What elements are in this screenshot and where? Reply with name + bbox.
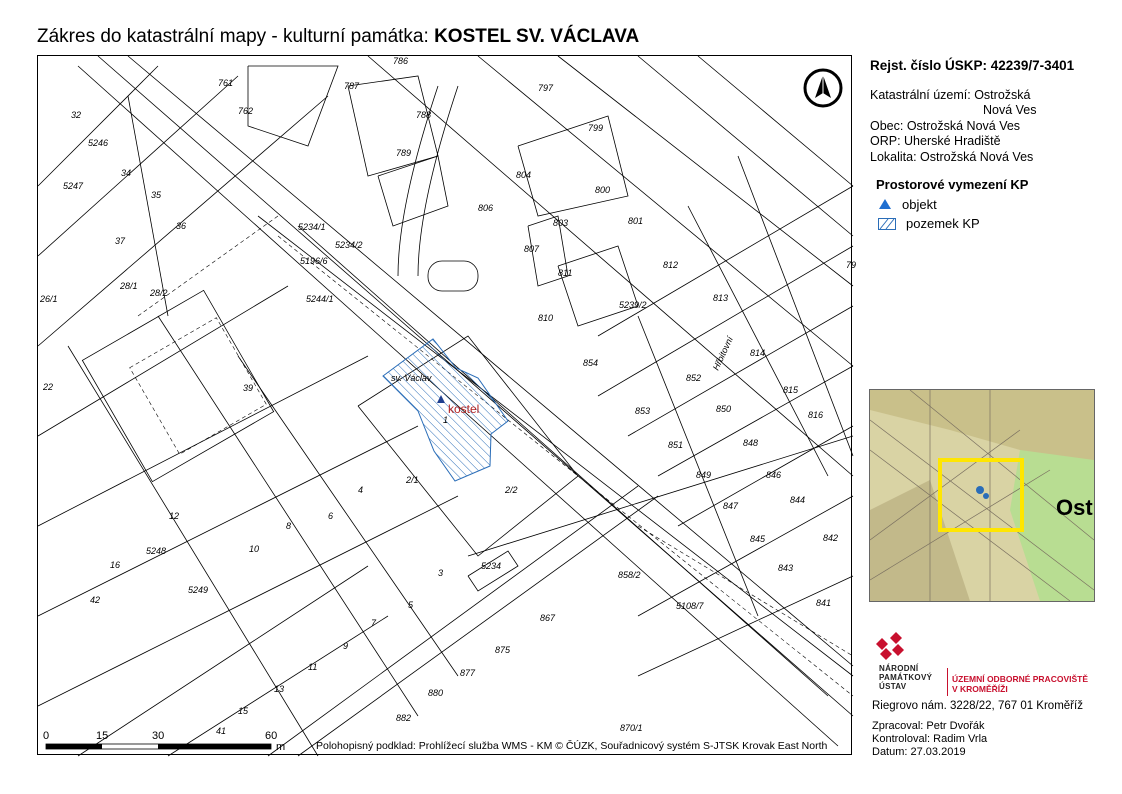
parcel-number-label: 3 bbox=[438, 568, 444, 578]
parcel-number-label: 797 bbox=[538, 83, 554, 93]
parcel-number-label: 806 bbox=[478, 203, 494, 213]
parcel-number-label: 5234 bbox=[481, 561, 502, 571]
parcel-number-label: 799 bbox=[588, 123, 604, 133]
parcel-number-label: 79 bbox=[846, 260, 857, 270]
parcel-number-label: 5 bbox=[408, 600, 414, 610]
parcel-number-label: 41 bbox=[216, 726, 227, 736]
parcel-number-label: 789 bbox=[396, 148, 412, 158]
parcel-number-label: 854 bbox=[583, 358, 599, 368]
overview-inset-map bbox=[869, 389, 1095, 602]
street-label: Hřbitovní bbox=[710, 334, 736, 372]
parcel-number-label: 5248 bbox=[146, 546, 167, 556]
parcel-number-label: 15 bbox=[238, 706, 249, 716]
parcel-number-label: 762 bbox=[238, 106, 254, 116]
parcel-number-label: 37 bbox=[115, 236, 126, 246]
parcel-number-label: 36 bbox=[176, 221, 187, 231]
scale-unit: m bbox=[276, 741, 286, 753]
data-source-credit: Polohopisný podklad: Prohlížecí služba WMS - KM © ČÚZK, Souřadnicový systém S-JTSK Krovak East North bbox=[316, 740, 828, 752]
parcel-number-label: 7 bbox=[371, 618, 377, 628]
info-panel bbox=[870, 56, 1110, 232]
parcel-number-label: 812 bbox=[663, 260, 679, 270]
parcel-number-label: 10 bbox=[249, 544, 260, 554]
parcel-number-label: 816 bbox=[808, 410, 824, 420]
parcel-number-label: 8 bbox=[286, 521, 292, 531]
parcel-number-label: 867 bbox=[540, 613, 556, 623]
parcel-number-label: 844 bbox=[790, 495, 806, 505]
legend-title: Prostorové vymezení KP bbox=[876, 177, 1029, 192]
parcel-number-label: 35 bbox=[151, 190, 162, 200]
legend-item-parcel: pozemek KP bbox=[878, 216, 1110, 232]
parcel-number-label: 5234/1 bbox=[298, 222, 326, 232]
parcel-number-label: 803 bbox=[553, 218, 569, 228]
parcel-number-label: 801 bbox=[628, 216, 644, 226]
hatched-box-icon bbox=[878, 218, 896, 230]
parcel-number-label: 858/2 bbox=[618, 570, 641, 580]
parcel-number-label: 32 bbox=[71, 110, 82, 120]
legend-item-object: objekt bbox=[878, 197, 1110, 213]
parcel-number-label: 877 bbox=[460, 668, 476, 678]
parcel-number-label: 848 bbox=[743, 438, 759, 448]
monument-name: KOSTEL SV. VÁCLAVA bbox=[434, 26, 640, 47]
parcel-number-label: 851 bbox=[668, 440, 684, 450]
cadastral-map[interactable] bbox=[37, 55, 857, 755]
parcel-number-label: 843 bbox=[778, 563, 794, 573]
parcel-number-label: 5247 bbox=[63, 181, 84, 191]
npu-logo-icon bbox=[872, 632, 912, 667]
parcel-number-label: 13 bbox=[274, 684, 285, 694]
blue-triangle-icon bbox=[878, 198, 892, 210]
author-footer: Zpracoval: Petr Dvořák Kontroloval: Radim Vrla Datum: 27.03.2019 bbox=[872, 720, 988, 758]
institution-name: NÁRODNÍ PAMÁTKOVÝ ÚSTAV bbox=[879, 664, 933, 691]
parcel-number-label: 841 bbox=[816, 598, 832, 608]
parcel-number-label: 810 bbox=[538, 313, 554, 323]
parcel-number-label: 2/1 bbox=[406, 475, 419, 485]
church-name-label: sv. Václav bbox=[391, 373, 432, 383]
parcel-number-label: 814 bbox=[750, 348, 766, 358]
institution-address: Riegrovo nám. 3228/22, 767 01 Kroměříž bbox=[872, 700, 1083, 712]
parcel-number-label: 39 bbox=[243, 383, 254, 393]
parcel-number-label: 815 bbox=[783, 385, 799, 395]
parcel-number-label: 26/1 bbox=[40, 294, 58, 304]
parcel-number-label: 787 bbox=[344, 81, 360, 91]
parcel-number-label: 5196/6 bbox=[300, 256, 328, 266]
parcel-number-label: 5234/2 bbox=[335, 240, 363, 250]
parcel-number-label: 807 bbox=[524, 244, 540, 254]
parcel-number-label: 12 bbox=[169, 511, 180, 521]
logo-divider bbox=[947, 668, 948, 696]
parcel-number-label: 804 bbox=[516, 170, 532, 180]
parcel-number-label: 761 bbox=[218, 78, 234, 88]
registration-number: Rejst. číslo ÚSKP: 42239/7-3401 bbox=[870, 58, 1075, 73]
parcel-number-label: 5249 bbox=[188, 585, 209, 595]
parcel-number-label: 875 bbox=[495, 645, 511, 655]
scale-tick-15: 15 bbox=[96, 730, 109, 742]
parcel-number-label: 42 bbox=[90, 595, 101, 605]
page-title: Zákres do katastrální mapy - kulturní památka: KOSTEL SV. VÁCLAVA bbox=[37, 26, 640, 47]
parcel-number-label: 6 bbox=[328, 511, 334, 521]
parcel-number-label: 870/1 bbox=[620, 723, 643, 733]
parcel-number-label: 28/1 bbox=[120, 281, 138, 291]
parcel-number-label: 5246 bbox=[88, 138, 109, 148]
parcel-number-label: 2/2 bbox=[505, 485, 518, 495]
parcel-number-label: 842 bbox=[823, 533, 839, 543]
parcel-number-label: 4 bbox=[358, 485, 364, 495]
parcel-number-label: 847 bbox=[723, 501, 739, 511]
inset-town-label: Ost bbox=[1056, 495, 1093, 520]
map-canvas bbox=[38, 56, 857, 756]
parcel-number-label: 811 bbox=[558, 268, 573, 278]
parcel-number-label: 5239/2 bbox=[619, 300, 647, 310]
department-name: ÚZEMNÍ ODBORNÉ PRACOVIŠTĚ V KROMĚŘÍŽI bbox=[952, 674, 1089, 694]
parcel-number-label: 22 bbox=[43, 382, 54, 392]
parcel-number-label: 788 bbox=[416, 110, 432, 120]
scale-tick-0: 0 bbox=[43, 730, 50, 742]
parcel-number-label: 11 bbox=[308, 662, 318, 672]
object-parcel-label: 1 bbox=[443, 415, 449, 425]
parcel-number-label: 34 bbox=[121, 168, 132, 178]
parcel-number-label: 800 bbox=[595, 185, 611, 195]
parcel-number-label: 16 bbox=[110, 560, 121, 570]
parcel-number-label: 28/2 bbox=[150, 288, 168, 298]
parcel-number-label: 852 bbox=[686, 373, 702, 383]
parcel-number-label: 845 bbox=[750, 534, 766, 544]
object-label: kostel bbox=[448, 402, 480, 416]
scale-tick-60: 60 bbox=[265, 730, 278, 742]
location-info: Katastrální území: Ostrožská Nová Ves Obec: Ostrožská Nová Ves ORP: Uherské Hradiště Lokalita: Ostrožská Nová Ves bbox=[870, 87, 1037, 164]
parcel-number-label: 849 bbox=[696, 470, 712, 480]
parcel-number-label: 853 bbox=[635, 406, 651, 416]
parcel-number-label: 5108/7 bbox=[676, 601, 704, 611]
parcel-number-label: 846 bbox=[766, 470, 782, 480]
parcel-number-label: 5244/1 bbox=[306, 294, 334, 304]
north-arrow-icon bbox=[805, 70, 841, 106]
parcel-number-label: 786 bbox=[393, 56, 409, 66]
parcel-number-label: 813 bbox=[713, 293, 729, 303]
scale-tick-30: 30 bbox=[152, 730, 165, 742]
parcel-number-label: 850 bbox=[716, 404, 732, 414]
parcel-number-label: 9 bbox=[343, 641, 349, 651]
scale-bar bbox=[46, 744, 271, 749]
parcel-number-label: 882 bbox=[396, 713, 412, 723]
parcel-number-label: 880 bbox=[428, 688, 444, 698]
